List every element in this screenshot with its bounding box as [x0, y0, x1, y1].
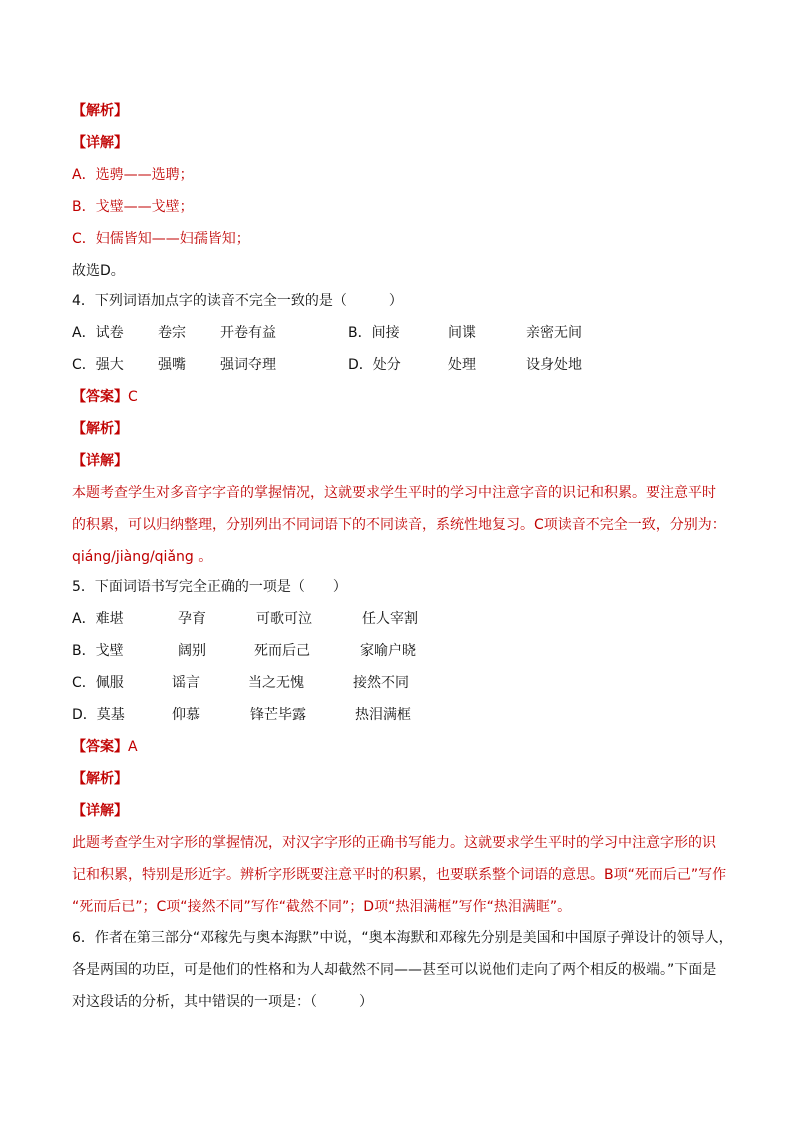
q3-explain-c: C．妇儒皆知——妇孺皆知；	[72, 231, 250, 247]
q6-stem-line-2: 各是两国的功臣，可是他们的性格和为人却截然不同——甚至可以说他们走向了两个相反的极端。”下面是	[72, 962, 717, 978]
q6-stem-line-3: 对这段话的分析，其中错误的一项是：（ ）	[72, 994, 373, 1010]
q4-option-b-word-2: 间谍	[448, 325, 476, 341]
q4-options-row-1	[72, 323, 692, 343]
q3-explain-a: A．选骋——选聘；	[72, 167, 194, 183]
analysis-heading: 【解析】	[72, 103, 128, 119]
q5-option-b-word-4: 家喻户晓	[360, 643, 416, 659]
q4-option-a-word-2: 卷宗	[158, 325, 186, 341]
q5-option-row-c	[72, 673, 492, 693]
q4-answer-value: C	[128, 389, 138, 405]
q5-analysis-line-3: “死而后已”；C项“接然不同”写作“截然不同”；D项“热泪满框”写作“热泪满眶”。	[72, 899, 572, 915]
detail-heading: 【详解】	[72, 135, 128, 151]
q5-option-c: C．佩服	[72, 675, 124, 691]
q6-stem-line-1: 6．作者在第三部分“邓稼先与奥本海默”中说，“奥本海默和邓稼先分别是美国和中国原子弹设计的领导人，	[72, 930, 733, 946]
q5-option-row-d	[72, 705, 492, 725]
q5-option-a-word-3: 可歌可泣	[256, 611, 312, 627]
q4-analysis-heading: 【解析】	[72, 421, 128, 437]
q5-answer-label: 【答案】	[72, 739, 128, 755]
q5-option-a-word-4: 任人宰割	[362, 611, 418, 627]
q5-option-a-word-2: 孕育	[178, 611, 206, 627]
q4-option-c-word-3: 强词夺理	[220, 357, 276, 373]
q5-option-d: D．莫基	[72, 707, 125, 723]
q4-option-c: C．强大	[72, 357, 124, 373]
q4-option-c-word-2: 强嘴	[158, 357, 186, 373]
q5-option-c-word-3: 当之无愧	[248, 675, 304, 691]
q4-answer-label: 【答案】	[72, 389, 128, 405]
q5-option-c-word-2: 谣言	[172, 675, 200, 691]
q5-option-d-word-2: 仰慕	[172, 707, 200, 723]
q4-option-d: D．处分	[348, 357, 401, 373]
q5-answer	[72, 737, 138, 757]
q4-answer	[72, 387, 138, 407]
q4-stem: 4．下列词语加点字的读音不完全一致的是（ ）	[72, 293, 403, 309]
q3-conclusion: 故选D。	[72, 263, 125, 279]
q4-detail-heading: 【详解】	[72, 453, 128, 469]
q5-option-b-word-2: 阔别	[178, 643, 206, 659]
q5-answer-value: A	[128, 739, 138, 755]
q5-option-row-a	[72, 609, 492, 629]
q4-option-b: B．间接	[348, 325, 400, 341]
q4-option-b-word-3: 亲密无间	[526, 325, 582, 341]
q5-option-d-word-4: 热泪满框	[355, 707, 411, 723]
q4-option-a: A．试卷	[72, 325, 124, 341]
q5-analysis-heading: 【解析】	[72, 771, 128, 787]
q5-option-b-word-3: 死而后己	[254, 643, 310, 659]
q5-option-row-b	[72, 641, 492, 661]
q4-option-d-word-3: 设身处地	[526, 357, 582, 373]
q4-option-d-word-2: 处理	[448, 357, 476, 373]
q5-stem: 5．下面词语书写完全正确的一项是（ ）	[72, 579, 347, 595]
q5-analysis-line-2: 记和积累，特别是形近字。辨析字形既要注意平时的积累，也要联系整个词语的意思。B项“死而后己”写作	[72, 867, 727, 883]
q4-option-a-word-3: 开卷有益	[220, 325, 276, 341]
q5-option-d-word-3: 锋芒毕露	[250, 707, 306, 723]
q5-detail-heading: 【详解】	[72, 803, 128, 819]
q5-option-c-word-4: 接然不同	[353, 675, 409, 691]
q3-explain-b: B．戈璧——戈壁；	[72, 199, 194, 215]
q4-analysis-line-2: 的积累，可以归纳整理，分别列出不同词语下的不同读音，系统性地复习。C项读音不完全一致，分别为：	[72, 517, 726, 533]
q5-option-b: B．戈壁	[72, 643, 124, 659]
q4-options-row-2	[72, 355, 692, 375]
q5-option-a: A．难堪	[72, 611, 124, 627]
q4-analysis-line-1: 本题考查学生对多音字字音的掌握情况，这就要求学生平时的学习中注意字音的识记和积累。要注意平时	[72, 485, 716, 501]
q4-analysis-line-3: qiáng/jiàng/qiǎng 。	[72, 549, 213, 565]
q5-analysis-line-1: 此题考查学生对字形的掌握情况，对汉字字形的正确书写能力。这就要求学生平时的学习中注意字形的识	[72, 835, 716, 851]
